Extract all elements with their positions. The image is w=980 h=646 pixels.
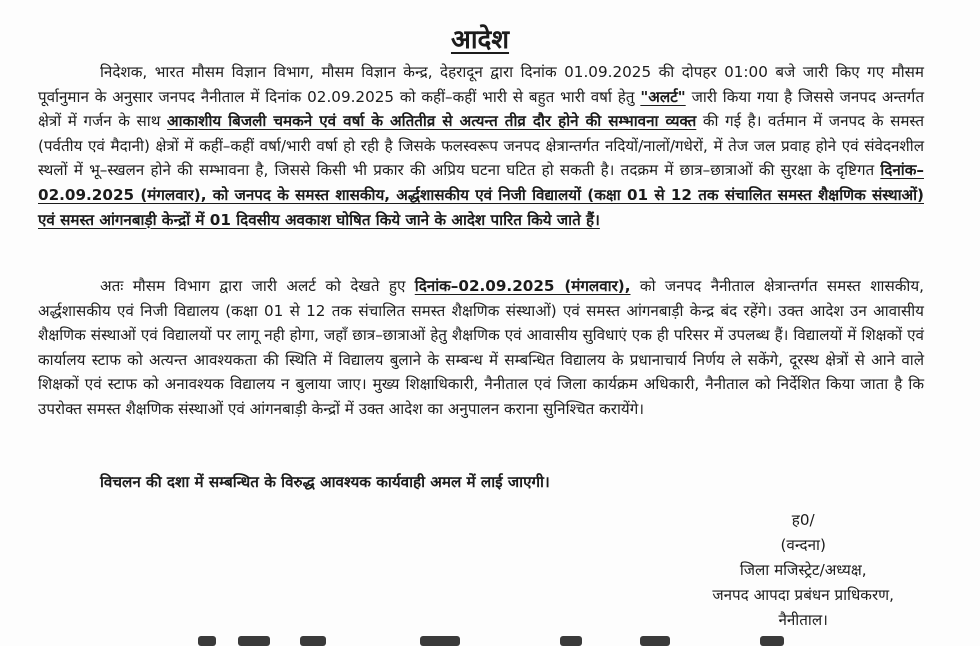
text-run: जारी किया गया है जिससे जनपद अन्तर्गत क्षेत्रों में गर्जन के साथ [38, 87, 924, 131]
document-title: आदेश [450, 25, 510, 55]
text-run: निदेशक, भारत मौसम विज्ञान विभाग, मौसम विज्ञान केन्द्र, देहरादून द्वारा दिनांक 01.09.2025 की दोपहर 01:00 बजे जारी किए गए मौसम पूर्वानुमान के अनुसार जनपद नैनीताल में दिनांक 02.09.2025 को कहीं–कहीं भारी से बहुत भारी वर्षा हेतु [38, 63, 924, 106]
signature-block [712, 508, 894, 633]
date-highlight: दिनांक–02.09.2025 (मंगलवार), [414, 277, 631, 295]
alert-text: "अलर्ट" [640, 87, 686, 106]
order-paragraph-2 [38, 274, 924, 422]
order-paragraph-3: विचलन की दशा में सम्बन्धित के विरुद्ध आवश्यक कार्यवाही अमल में लाई जाएगी। [100, 473, 550, 491]
signatory-authority: जनपद आपदा प्रबंधन प्राधिकरण, [712, 586, 894, 604]
signatory-designation: जिला मजिस्ट्रेट/अध्यक्ष, [739, 561, 867, 579]
warning-highlight: आकाशीय बिजली चमकने एवं वर्षा के अतितीव्र से अत्यन्त तीव्र दौर होने की सम्भावना व्यक्त [167, 112, 697, 131]
signatory-place: नैनीताल। [778, 611, 828, 629]
signatory-name: (वन्दना) [780, 536, 826, 554]
holiday-order-highlight: दिनांक–02.09.2025 (मंगलवार), को जनपद के समस्त शासकीय, अर्द्धशासकीय एवं निजी विद्यालयों (कक्षा 01 से 12 तक संचालित समस्त शैक्षणिक संस्थाओं) एवं समस्त आंगनबाड़ी केन्द्रों में 01 दिवसीय अवकाश घोषित किये जाने के आदेश पारित किये जाते हैं। [38, 161, 924, 229]
cut-off-next-line [0, 636, 980, 646]
text-run: को जनपद नैनीताल क्षेत्रान्तर्गत समस्त शासकीय, अर्द्धशासकीय एवं निजी विद्यालय (कक्षा 01 से 12 तक संचालित समस्त शैक्षणिक संस्थाओं) एवं समस्त आंगनबाड़ी केन्द्र बंद रहेंगे। उक्त आदेश उन आवासीय शैक्षणिक संस्थाओं एवं विद्यालयों पर लागू नही होगा, जहाँ छात्र–छात्राओं हेतु शैक्षणिक एवं आवासीय सुविधाएं एक ही परिसर में उपलब्ध हैं। विद्यालयों में शिक्षकों एवं कार्यालय स्टाफ को अत्यन्त आवश्यकता की स्थिति में विद्यालय बुलाने के सम्बन्ध में सम्बन्धित विद्यालय के प्रधानाचार्य निर्णय ले सकेंगे, दूरस्थ क्षेत्रों से आने वाले शिक्षकों एवं स्टाफ को अनावश्यक विद्यालय न बुलाया जाए। मुख्य शिक्षाधिकारी, नैनीताल एवं जिला कार्यक्रम अधिकारी, नैनीताल को निर्देशित किया जाता है कि उपरोक्त समस्त शैक्षणिक संस्थाओं एवं आंगनबाड़ी केन्द्रों में उक्त आदेश का अनुपालन कराना सुनिश्चित करायेंगे। [38, 277, 924, 418]
text-run: अतः मौसम विभाग द्वारा जारी अलर्ट को देखते हुए [100, 277, 415, 295]
signed-mark: ह0/ [791, 511, 815, 529]
order-paragraph-1 [38, 60, 924, 232]
text-run: की गई है। वर्तमान में जनपद के समस्त (पर्वतीय एवं मैदानी) क्षेत्रों में कहीं–कहीं वर्षा/भारी वर्षा हो रही है जिसके फलस्वरूप जनपद क्षेत्रान्तर्गत नदियों/नालों/गधेरों, में तेज जल प्रवाह होने एवं संवेदनशील स्थलों में भू–स्खलन होने की सम्भावना है, जिससे किसी भी प्रकार की अप्रिय घटना घटित हो सकती है। तदक्रम में छात्र–छात्राओं की सुरक्षा के दृष्टिगत [38, 112, 924, 180]
